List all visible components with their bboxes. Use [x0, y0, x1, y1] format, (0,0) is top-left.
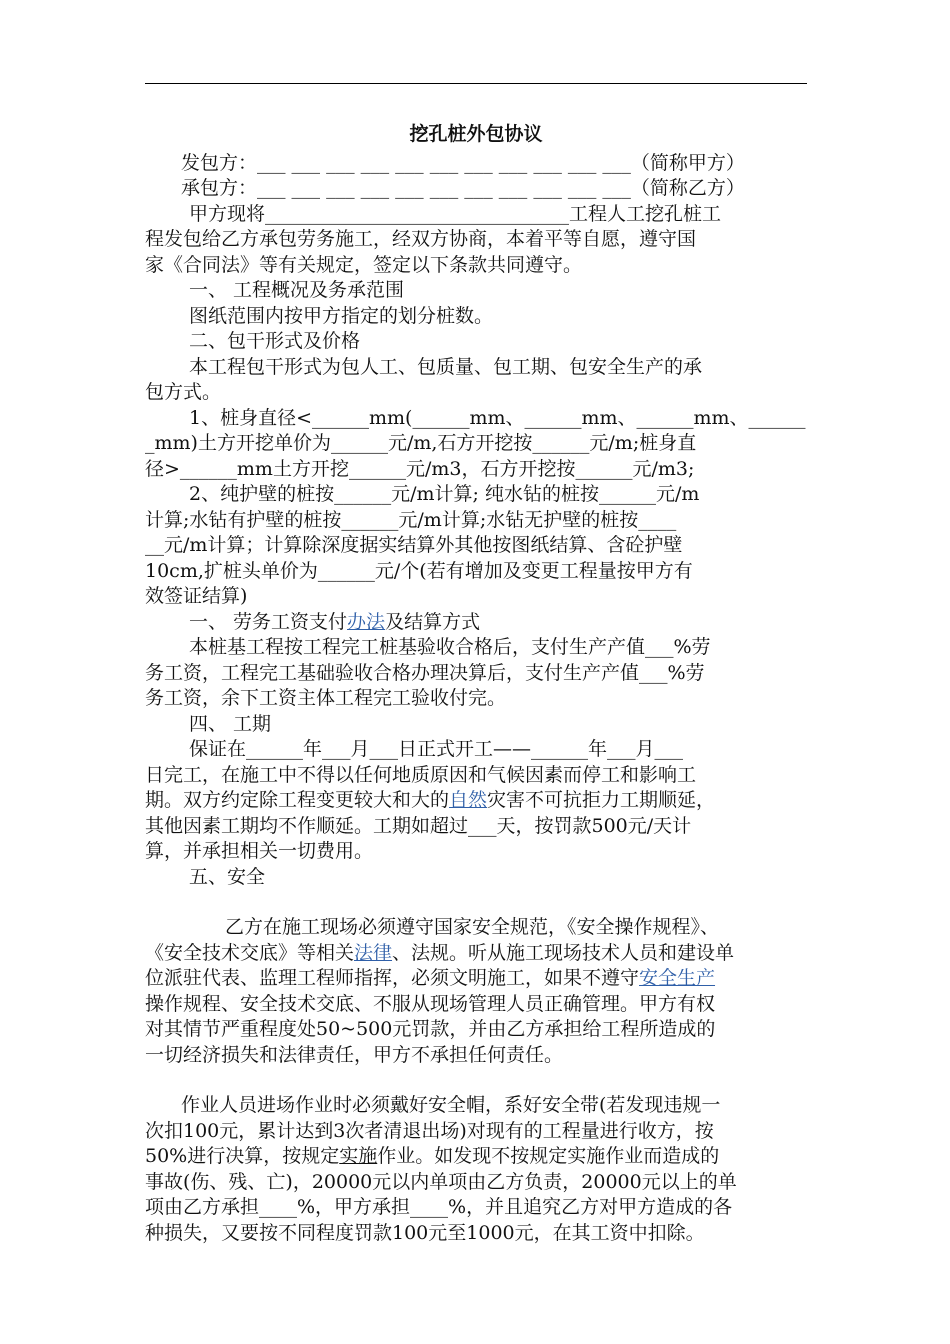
document-page — [145, 122, 807, 1246]
section-2-body-1: 本工程包干形式为包人工、包质量、包工期、包安全生产的承 — [189, 355, 703, 378]
section-2-body-2: 包方式。 — [145, 381, 222, 403]
header-rule — [145, 83, 807, 84]
item-1-line-2: _mm)土方开挖单价为______元/m,石方开挖按______元/m;桩身直 — [145, 432, 697, 454]
section-3-heading — [145, 610, 807, 636]
section-4-body-3 — [145, 788, 807, 814]
work-para-line-1: 作业人员进场作业时必须戴好安全帽，系好安全带(若发现违规一 — [181, 1094, 721, 1116]
section-3-body-1: 本桩基工程按工程完工桩基验收合格后，支付生产产值___%劳 — [189, 636, 711, 658]
intro-line-2: 程发包给乙方承包劳务施工，经双方协商，本着平等自愿，遵守国 — [145, 228, 697, 250]
section-3-heading-post: 及结算方式 — [385, 610, 481, 633]
link-safety-production[interactable]: 安全生产 — [639, 967, 716, 989]
link-method[interactable]: 办法 — [347, 610, 386, 633]
section-3-body-3: 务工资，余下工资主体工程完工验收付完。 — [145, 687, 507, 709]
link-nature[interactable]: 自然 — [449, 789, 488, 811]
item-2-line-5: 效签证结算) — [145, 585, 248, 607]
section-3-heading-pre: 一、 劳务工资支付 — [189, 610, 348, 633]
party-a-line: 发包方：___ ___ ___ ___ ___ ___ ___ ___ ___ ___ ___（简称甲方） — [181, 151, 745, 174]
intro-line-3: 家《合同法》等有关规定，签定以下条款共同遵守。 — [145, 253, 583, 276]
section-2-heading: 二、包干形式及价格 — [189, 330, 361, 352]
section-4-body-3-pre: 期。双方约定除工程变更较大和大的 — [145, 789, 450, 811]
link-law[interactable]: 法律 — [354, 941, 393, 964]
safety-para-line-1: 乙方在施工现场必须遵守国家安全规范，《安全操作规程》、 — [225, 916, 720, 938]
section-1-heading: 一、 工程概况及务承范围 — [189, 279, 405, 301]
safety-para-line-3-pre: 位派驻代表、监理工程师指挥，必须文明施工，如果不遵守 — [145, 967, 640, 989]
safety-para-line-4: 操作规程、安全技术交底、不服从现场管理人员正确管理。甲方有权 — [145, 992, 716, 1015]
section-4-body-1: 保证在______年___月___日正式开工——______年___月___ — [189, 738, 684, 760]
item-1-line-3: 径>______mm土方开挖______元/m3，石方开挖按______元/m3; — [145, 457, 695, 480]
section-4-body-4: 其他因素工期均不作顺延。工期如超过___天，按罚款500元/天计 — [145, 814, 692, 837]
item-2-line-2: 计算;水钻有护壁的桩按______元/m计算;水钻无护壁的桩按____ — [145, 508, 677, 531]
safety-para-line-6: 一切经济损失和法律责任，甲方不承担任何责任。 — [145, 1043, 564, 1066]
section-4-heading: 四、 工期 — [189, 712, 272, 735]
section-4-body-5: 算，并承担相关一切费用。 — [145, 840, 374, 862]
safety-para-line-2-pre: 《安全技术交底》等相关 — [145, 941, 355, 964]
work-para-line-5: 项由乙方承担____%，甲方承担____%，并且追究乙方对甲方造成的各 — [145, 1196, 733, 1218]
work-para-line-6: 种损失，又要按不同程度罚款100元至1000元，在其工资中扣除。 — [145, 1221, 705, 1244]
section-1-body: 图纸范围内按甲方指定的划分桩数。 — [189, 304, 494, 327]
work-para-line-3 — [145, 1144, 807, 1170]
section-4-body-2: 日完工，在施工中不得以任何地质原因和气候因素而停工和影响工 — [145, 763, 697, 786]
item-2-line-1: 2、纯护壁的桩按______元/m计算; 纯水钻的桩按______元/m — [189, 483, 700, 505]
work-para-line-2: 次扣100元，累计达到3次者清退出场)对现有的工程量进行收方，按 — [145, 1119, 714, 1142]
safety-para-line-5: 对其情节严重程度处50~500元罚款，并由乙方承担给工程所造成的 — [145, 1018, 716, 1040]
section-4-body-3-post: 灾害不可抗拒力工期顺延， — [487, 789, 716, 811]
document-title: 挖孔桩外包协议 — [409, 123, 543, 145]
safety-para-line-2 — [145, 941, 807, 967]
work-para-line-4: 事故(伤、残、亡)，20000元以内单项由乙方负责，20000元以上的单 — [145, 1170, 737, 1193]
section-3-body-2: 务工资，工程完工基础验收合格办理决算后，支付生产产值___%劳 — [145, 661, 705, 684]
item-2-line-3: __元/m计算；计算除深度据实结算外其他按图纸结算、含砼护壁 — [145, 534, 683, 556]
work-para-line-3-post: 作业。如发现不按规定实施作业而造成的 — [377, 1145, 720, 1167]
spacer — [145, 890, 807, 915]
safety-para-line-3 — [145, 966, 807, 992]
spacer — [145, 1068, 807, 1093]
safety-para-line-2-post: 、法规。听从施工现场技术人员和建设单 — [392, 941, 735, 964]
section-5-heading: 五、安全 — [189, 865, 266, 888]
item-2-line-4: 10cm,扩桩头单价为______元/个(若有增加及变更工程量按甲方有 — [145, 559, 693, 582]
work-para-line-3-pre: 50%进行决算，按规定 — [145, 1145, 340, 1167]
link-implement[interactable]: 实施 — [339, 1145, 378, 1167]
item-1-line-1: 1、桩身直径<______mm(______mm、______mm、______mm、______ — [189, 406, 806, 429]
party-b-line: 承包方：___ ___ ___ ___ ___ ___ ___ ___ ___ ___ ___（简称乙方） — [181, 177, 745, 199]
intro-line-1: 甲方现将________________________________工程人工挖孔桩工 — [189, 202, 722, 225]
